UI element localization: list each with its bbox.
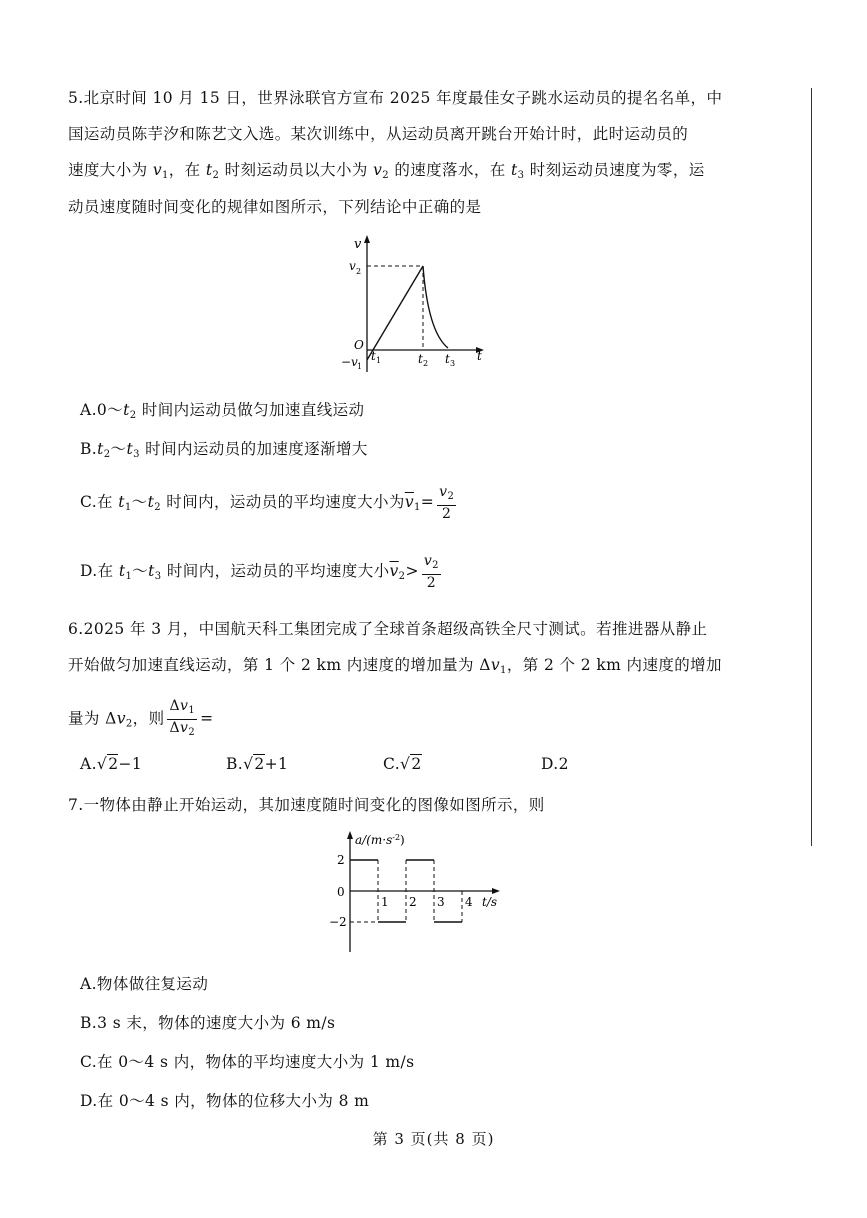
t-tick-2: 2 bbox=[409, 895, 417, 909]
q6-stem-line2: 开始做匀加速直线运动，第 1 个 2 km 内速度的增加量为 $\Delta v_1$，第 2 个 2 km 内速度的增加 bbox=[68, 656, 722, 676]
q7-option-b[interactable]: B.3 s 末，物体的速度大小为 6 m/s bbox=[80, 1014, 336, 1032]
page-footer: 第 3 页(共 8 页) bbox=[372, 1130, 495, 1148]
t-axis-label: t bbox=[477, 349, 482, 363]
q6-option-b[interactable]: B.√2+1 bbox=[226, 755, 289, 773]
q5-stem-line3: 速度大小为 $v_1$，在 $t_2$ 时刻运动员以大小为 $v_2$ 的速度落水，在 $t_3$ 时刻运动员速度为零，运 bbox=[68, 161, 705, 181]
neg-v1-label: −v bbox=[341, 355, 358, 369]
right-margin-rule bbox=[811, 88, 812, 846]
svg-text:1: 1 bbox=[357, 362, 363, 371]
origin-label: O bbox=[354, 338, 364, 352]
q5-option-d[interactable]: D.在 $t_1\sim t_3$ 时间内，运动员的平均速度大小$\overline{v}_2>$ $\frac{v_2}{2}$ bbox=[80, 553, 439, 591]
t-tick-4: 4 bbox=[465, 895, 473, 909]
q5-stem-line4: 动员速度随时间变化的规律如图所示，下列结论中正确的是 bbox=[68, 198, 482, 216]
t1-label: t bbox=[371, 349, 376, 363]
q7-option-a[interactable]: A.物体做往复运动 bbox=[80, 975, 209, 993]
a-tick-neg2: −2 bbox=[329, 915, 347, 929]
q5-stem-line1: 5.北京时间 10 月 15 日，世界泳联官方宣布 2025 年度最佳女子跳水运动员的提名名单，中 bbox=[68, 89, 723, 107]
a-tick-0: 0 bbox=[337, 885, 345, 899]
q5-option-c[interactable]: C.在 $t_1\sim t_2$ 时间内，运动员的平均速度大小为$\overline{v}_1=$ $\frac{v_2}{2}$ bbox=[80, 484, 455, 522]
q5-option-b[interactable]: $B.t_2\sim t_3$ 时间内运动员的加速度逐渐增大 bbox=[80, 440, 368, 460]
q6-option-c[interactable]: C.√2 bbox=[383, 755, 422, 773]
q6-stem-line3: 量为 $\Delta v_2$，则 $\frac{\Delta v_1}{\Delta v_2}$ = bbox=[68, 698, 214, 738]
q7-option-d[interactable]: D.在 0～4 s 内，物体的位移大小为 8 m bbox=[80, 1092, 370, 1110]
a-axis-label: $a/(m\cdot s^{-2})$ bbox=[355, 833, 405, 847]
q6-option-a[interactable]: A.√2−1 bbox=[80, 755, 143, 773]
q6-stem-line1: 6.2025 年 3 月，中国航天科工集团完成了全球首条超级高铁全尺寸测试。若推进器从静止 bbox=[68, 620, 708, 638]
t2-label: t bbox=[418, 352, 423, 366]
q7-stem: 7.一物体由静止开始运动，其加速度随时间变化的图像如图所示，则 bbox=[68, 796, 545, 814]
t-tick-1: 1 bbox=[381, 895, 389, 909]
q5-option-a[interactable]: $A.0\sim t_2$ 时间内运动员做匀加速直线运动 bbox=[80, 401, 365, 421]
svg-text:2: 2 bbox=[356, 267, 362, 276]
t3-label: t bbox=[445, 352, 450, 366]
svg-text:2: 2 bbox=[423, 359, 429, 368]
q7-option-c[interactable]: C.在 0～4 s 内，物体的平均速度大小为 1 m/s bbox=[80, 1053, 415, 1071]
v-axis-label: v bbox=[354, 237, 362, 252]
v2-label: v bbox=[349, 259, 356, 273]
q5-velocity-time-graph bbox=[330, 232, 495, 380]
t-axis-label: t/s bbox=[482, 895, 498, 909]
q5-stem-line2: 国运动员陈芋汐和陈艺文入选。某次训练中，从运动员离开跳台开始计时，此时运动员的 bbox=[68, 125, 689, 143]
t-tick-3: 3 bbox=[437, 895, 445, 909]
a-tick-2: 2 bbox=[337, 853, 345, 867]
svg-text:1: 1 bbox=[376, 356, 382, 365]
q7-acceleration-time-graph bbox=[325, 826, 510, 954]
svg-text:3: 3 bbox=[450, 359, 456, 368]
q6-option-d[interactable]: D.2 bbox=[541, 755, 569, 773]
